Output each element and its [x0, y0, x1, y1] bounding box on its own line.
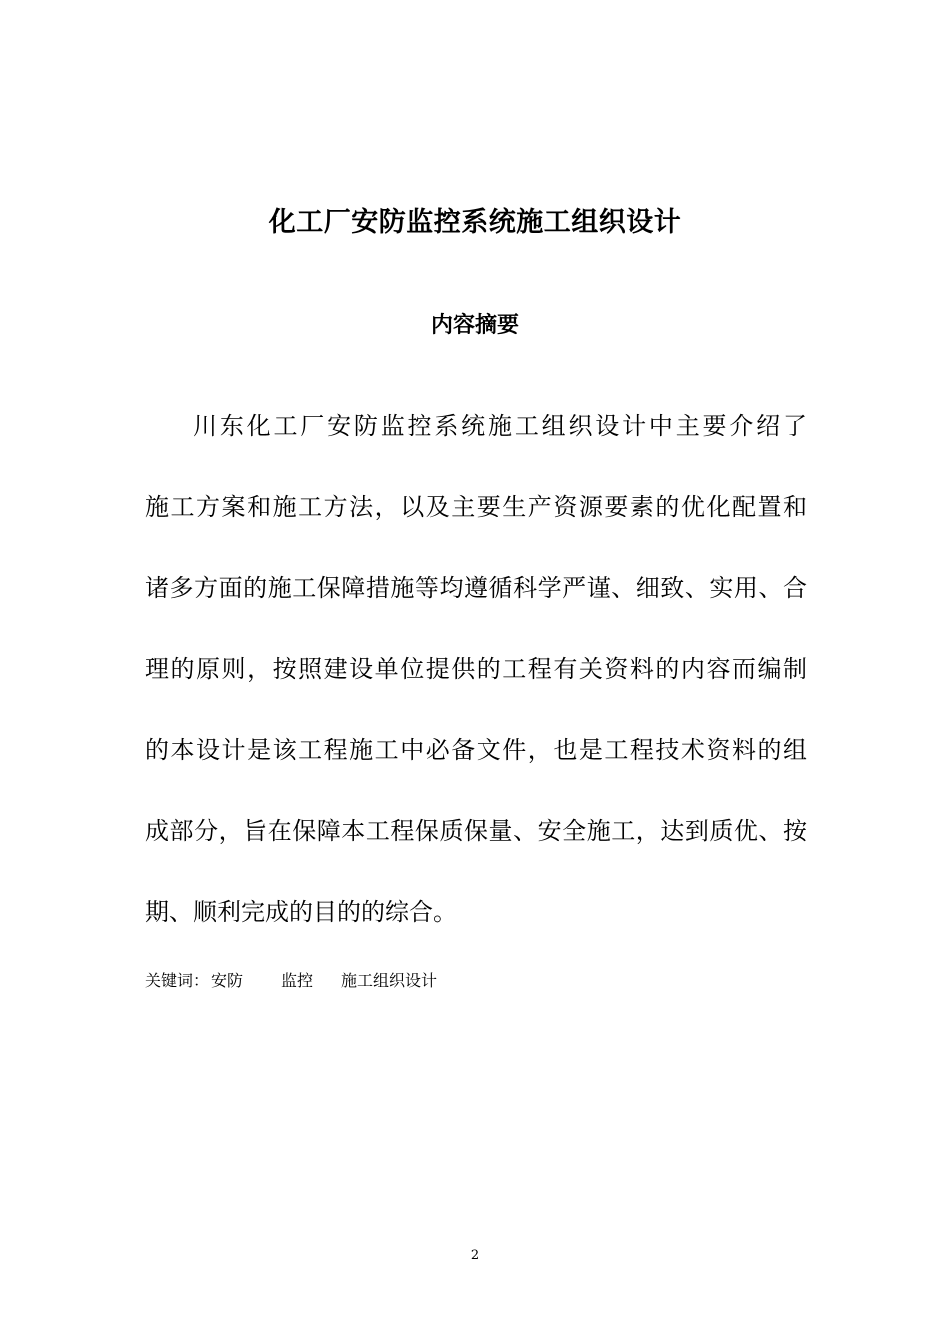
keyword-item: 监控	[281, 971, 314, 990]
abstract-line: 诸多方面的施工保障措施等均遵循科学严谨、细致、实用、合	[145, 574, 807, 602]
keywords-label: 关键词：	[145, 971, 210, 990]
document-title: 化工厂安防监控系统施工组织设计	[268, 207, 682, 238]
abstract-line: 成部分，旨在保障本工程保质保量、安全施工，达到质优、按	[145, 817, 807, 845]
abstract-heading: 内容摘要	[430, 313, 519, 338]
abstract-line: 施工方案和施工方法，以及主要生产资源要素的优化配置和	[145, 493, 807, 521]
abstract-body	[145, 386, 807, 953]
keywords	[145, 968, 437, 994]
page-number: 2	[470, 1248, 480, 1263]
keyword-item: 安防	[211, 971, 244, 990]
abstract-line: 理的原则，按照建设单位提供的工程有关资料的内容而编制	[145, 655, 807, 683]
abstract-line: 期、顺利完成的目的的综合。	[145, 898, 457, 926]
keyword-item: 施工组织设计	[341, 971, 438, 990]
abstract-line: 川东化工厂安防监控系统施工组织设计中主要介绍了	[193, 412, 807, 440]
abstract-line: 的本设计是该工程施工中必备文件，也是工程技术资料的组	[145, 736, 807, 764]
